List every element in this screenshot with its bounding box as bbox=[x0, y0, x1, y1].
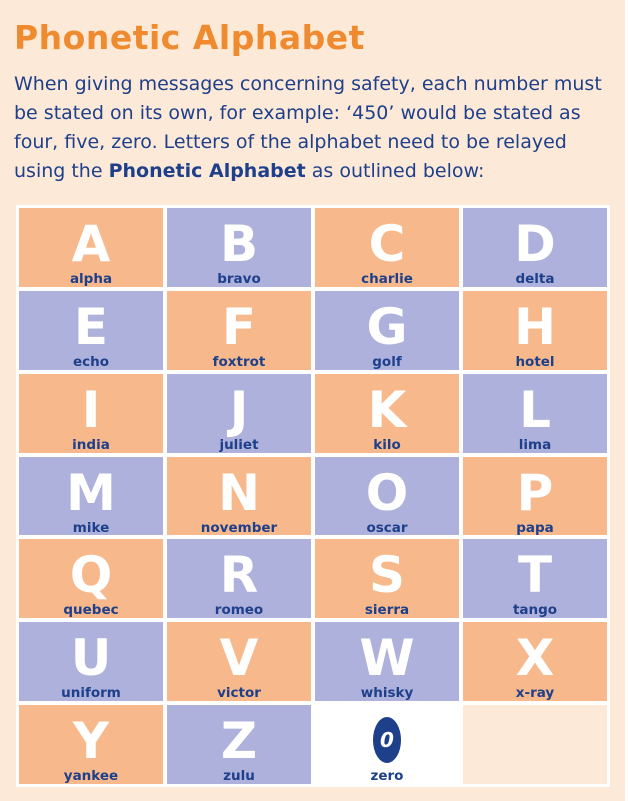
letter: M bbox=[66, 463, 116, 522]
code-word: juliet bbox=[219, 436, 259, 453]
letter: E bbox=[73, 297, 109, 356]
code-word: victor bbox=[217, 685, 261, 702]
zero-badge-icon bbox=[373, 717, 401, 763]
alphabet-cell bbox=[463, 208, 607, 287]
alphabet-cell bbox=[315, 539, 459, 618]
letter: S bbox=[368, 546, 405, 605]
code-word: bravo bbox=[217, 271, 261, 287]
alphabet-cell bbox=[315, 622, 459, 701]
alphabet-cell bbox=[463, 457, 607, 536]
letter: I bbox=[81, 380, 101, 439]
code-word: quebec bbox=[63, 602, 119, 619]
code-word: oscar bbox=[366, 519, 408, 536]
alphabet-cell bbox=[463, 622, 607, 701]
letter: A bbox=[71, 215, 111, 273]
code-word: mike bbox=[72, 519, 110, 536]
letter: L bbox=[519, 380, 551, 439]
letter: X bbox=[515, 629, 555, 688]
empty-cell bbox=[463, 705, 607, 784]
alphabet-cell bbox=[19, 705, 163, 784]
letter: F bbox=[221, 297, 257, 356]
alphabet-cell bbox=[315, 457, 459, 536]
letter: C bbox=[368, 215, 406, 273]
alphabet-cell bbox=[19, 539, 163, 618]
letter: Y bbox=[72, 712, 110, 771]
zero-symbol: 0 bbox=[380, 728, 394, 753]
phonetic-grid bbox=[16, 205, 610, 787]
code-word: sierra bbox=[364, 602, 410, 619]
page-title: Phonetic Alphabet bbox=[14, 18, 365, 57]
alphabet-cell bbox=[315, 291, 459, 370]
letter: U bbox=[70, 629, 112, 688]
alphabet-cell bbox=[167, 622, 311, 701]
code-word: romeo bbox=[214, 602, 264, 619]
code-word: whisky bbox=[360, 685, 414, 702]
code-word: echo bbox=[72, 353, 110, 370]
alphabet-cell bbox=[463, 374, 607, 453]
alphabet-cell bbox=[167, 457, 311, 536]
code-word: november bbox=[200, 519, 278, 536]
zero-cell bbox=[315, 705, 459, 784]
letter: T bbox=[517, 546, 553, 605]
code-word-zero: zero bbox=[370, 767, 404, 784]
intro-paragraph bbox=[14, 70, 614, 186]
intro-text: When giving messages concerning safety, each number must be stated on its own, for example: ‘450’ would be stated as four, five, zero. Letters of the alphabet need to be relayed using the bbox=[14, 73, 602, 182]
alphabet-cell bbox=[167, 208, 311, 287]
alphabet-cell bbox=[19, 291, 163, 370]
letter: K bbox=[367, 380, 407, 439]
letter: O bbox=[365, 463, 409, 522]
letter: V bbox=[219, 629, 259, 688]
alphabet-cell bbox=[167, 291, 311, 370]
code-word: yankee bbox=[63, 768, 119, 784]
alphabet-cell bbox=[19, 457, 163, 536]
letter: P bbox=[516, 463, 554, 522]
letter: B bbox=[219, 215, 259, 273]
code-word: charlie bbox=[361, 271, 413, 287]
alphabet-cell bbox=[19, 622, 163, 701]
code-word: golf bbox=[372, 353, 402, 370]
letter: J bbox=[229, 380, 249, 439]
letter: R bbox=[219, 546, 259, 605]
code-word: zulu bbox=[223, 768, 255, 784]
code-word: x-ray bbox=[515, 685, 555, 702]
code-word: uniform bbox=[61, 685, 121, 702]
code-word: papa bbox=[516, 519, 554, 536]
alphabet-cell bbox=[167, 705, 311, 784]
code-word: india bbox=[72, 436, 110, 453]
code-word: lima bbox=[518, 436, 552, 453]
alphabet-cell bbox=[315, 208, 459, 287]
code-word: kilo bbox=[373, 436, 401, 453]
alphabet-cell bbox=[19, 374, 163, 453]
code-word: tango bbox=[512, 602, 558, 619]
alphabet-cell bbox=[463, 291, 607, 370]
letter: H bbox=[514, 297, 556, 356]
alphabet-cell bbox=[463, 539, 607, 618]
letter: N bbox=[218, 463, 260, 522]
alphabet-cell bbox=[315, 374, 459, 453]
letter: Z bbox=[220, 712, 258, 771]
code-word: alpha bbox=[69, 271, 113, 287]
letter: D bbox=[514, 215, 556, 273]
code-word: hotel bbox=[515, 353, 555, 370]
alphabet-cell bbox=[19, 208, 163, 287]
letter: Q bbox=[69, 546, 113, 605]
letter: G bbox=[366, 297, 408, 356]
letter: W bbox=[359, 629, 415, 688]
intro-bold: Phonetic Alphabet bbox=[108, 160, 306, 182]
alphabet-cell bbox=[167, 539, 311, 618]
alphabet-cell bbox=[167, 374, 311, 453]
intro-text-end: as outlined below: bbox=[305, 160, 485, 182]
code-word: foxtrot bbox=[212, 353, 266, 370]
code-word: delta bbox=[515, 271, 555, 287]
